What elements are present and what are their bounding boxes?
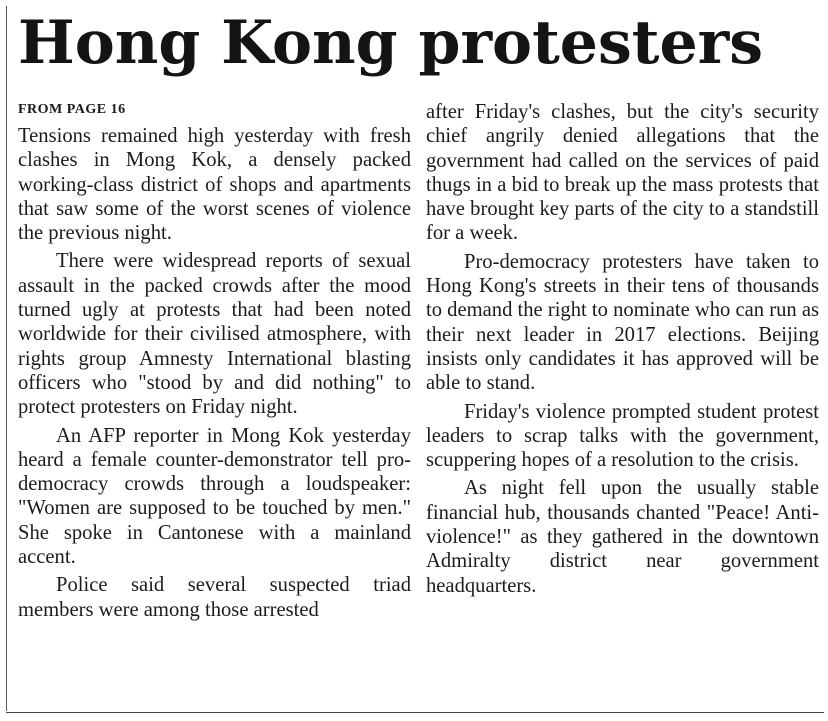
article-column-right	[426, 100, 819, 598]
article-paragraph: As night fell upon the usually stable financial hub, thousands chanted "Peace! Anti-violence!" as they gathered in the downtown Admiralty district near government headquarters.	[426, 477, 819, 597]
article-paragraph: There were widespread reports of sexual assault in the packed crowds after the mood turned ugly at protests that had been noted worldwide for their civilised atmosphere, with rights group Amnesty International blasting officers who "stood by and did nothing" to protect protesters on Friday night.	[18, 250, 411, 419]
article-column-left	[18, 100, 411, 622]
column-rule-left	[6, 6, 7, 711]
article-paragraph: after Friday's clashes, but the city's security chief angrily denied allegations that the government had called on the services of paid thugs in a bid to break up the mass protests that have brought key parts of the city to a standstill for a week.	[426, 101, 819, 245]
headline: Hong Kong protesters	[18, 8, 764, 78]
bottom-rule	[6, 712, 824, 713]
page-jump-kicker: FROM PAGE 16	[18, 102, 126, 117]
article-paragraph: Police said several suspected triad members were among those arrested	[18, 574, 411, 621]
article-paragraph: An AFP reporter in Mong Kok yesterday heard a female counter-demonstrator tell pro-democracy crowds through a loudspeaker: "Women are supposed to be touched by men." She spoke in Cantonese with a mainland accent.	[18, 424, 411, 569]
article-paragraph: Friday's violence prompted student protest leaders to scrap talks with the government, scuppering hopes of a resolution to the crisis.	[426, 400, 819, 472]
article-paragraph: Tensions remained high yesterday with fresh clashes in Mong Kok, a densely packed working-class district of shops and apartments that saw some of the worst scenes of violence the previous night.	[18, 125, 411, 245]
article-paragraph: Pro-democracy protesters have taken to Hong Kong's streets in their tens of thousands to demand the right to nominate who can run as their next leader in 2017 elections. Beijing insists only candidates it has approved will be able to stand.	[426, 250, 819, 395]
